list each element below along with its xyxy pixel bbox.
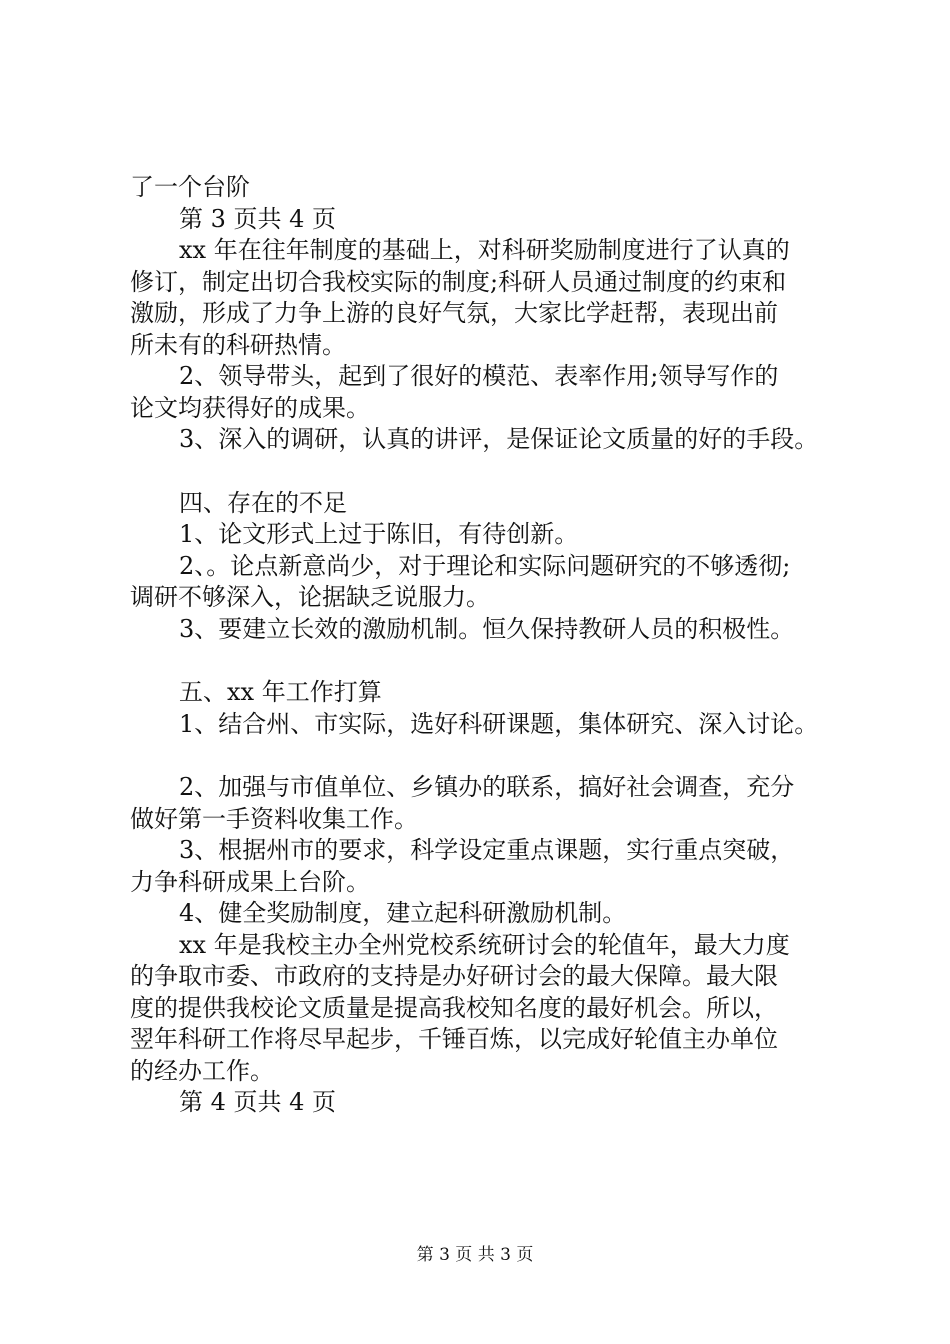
paragraph-line: xx 年是我校主办全州党校系统研讨会的轮值年，最大力度 [179,930,790,959]
blank-line [130,740,850,772]
paragraph-line: 力争科研成果上台阶。 [130,867,370,896]
paragraph-line: 3、深入的调研，认真的讲评，是保证论文质量的好的手段。 [179,425,819,453]
blank-line [130,645,850,677]
paragraph-line: 1、结合州、市实际，选好科研课题，集体研究、深入讨论。 [179,709,819,738]
paragraph-line: 的经办工作。 [130,1056,274,1085]
paragraph-line: 所未有的科研热情。 [130,330,346,359]
document-body [130,172,850,1119]
paragraph-line: 2、。论点新意尚少，对于理论和实际问题研究的不够透彻; [179,551,791,580]
paragraph-line: 做好第一手资料收集工作。 [130,804,418,833]
paragraph-line: 4、健全奖励制度，建立起科研激励机制。 [179,899,627,927]
paragraph-line: xx 年在往年制度的基础上，对科研奖励制度进行了认真的 [179,236,790,264]
paragraph-line: 论文均获得好的成果。 [130,393,370,422]
paragraph-line: 3、根据州市的要求，科学设定重点课题，实行重点突破， [179,836,795,864]
page-marker: 第 3 页共 4 页 [179,204,337,233]
paragraph-line: 修订，制定出切合我校实际的制度;科研人员通过制度的约束和 [130,267,787,296]
text-line: 了一个台阶 [130,173,250,201]
paragraph-line: 调研不够深入，论据缺乏说服力。 [130,583,490,611]
section-heading: 四、存在的不足 [179,488,347,517]
section-heading: 五、xx 年工作打算 [179,678,382,706]
paragraph-line: 度的提供我校论文质量是提高我校知名度的最好机会。所以， [130,993,778,1022]
paragraph-line: 3、要建立长效的激励机制。恒久保持教研人员的积极性。 [179,614,795,643]
paragraph-line: 的争取市委、市政府的支持是办好研讨会的最大保障。最大限 [130,962,778,990]
paragraph-line: 1、论文形式上过于陈旧，有待创新。 [179,520,579,548]
blank-line [130,456,850,488]
paragraph-line: 激励，形成了力争上游的良好气氛，大家比学赶帮，表现出前 [130,299,778,327]
page-marker: 第 4 页共 4 页 [179,1088,337,1116]
paragraph-line: 2、加强与市值单位、乡镇办的联系，搞好社会调查，充分 [179,773,795,801]
page-footer: 第 3 页 共 3 页 [416,1245,534,1265]
paragraph-line: 翌年科研工作将尽早起步，千锤百炼，以完成好轮值主办单位 [130,1025,778,1053]
paragraph-line: 2、领导带头，起到了很好的模范、表率作用;领导写作的 [179,362,779,390]
